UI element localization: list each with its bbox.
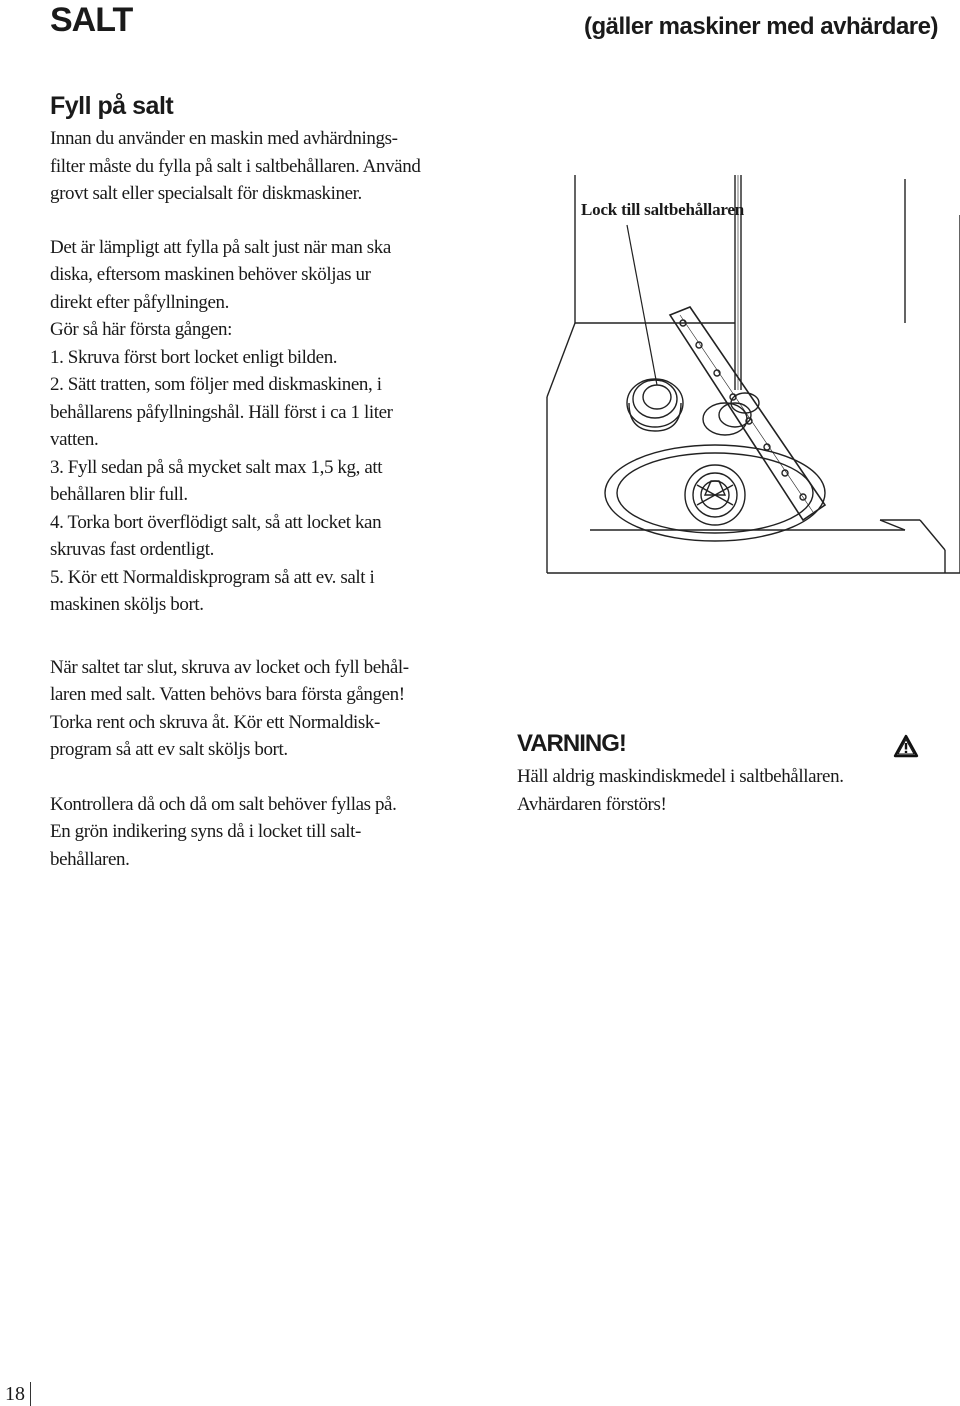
salt-container-illustration <box>545 175 960 605</box>
warning-triangle-icon <box>893 734 919 758</box>
steps-paragraph: Det är lämpligt att fylla på salt just när man ska diska, eftersom maskinen behöver sköljas ur direkt efter påfyllningen. Gör så här första gången: 1. Skruva först bort locket enligt bilden. 2. Sätt tratten, som följer med diskmaskinen, i behållarens påfyllningshål. Häll först i ca 1 liter vatten. 3. Fyll sedan på så mycket salt max 1,5 kg, att behållaren blir full. 4. Torka bort överflödigt salt, så att locket kan skruvas fast ordentligt. 5. Kör ett Normaldiskprogram så att ev. salt i maskinen sköljs bort. <box>50 236 393 615</box>
intro-paragraph: Innan du använder en maskin med avhärdnings- filter måste du fylla på salt i saltbehållaren. Använd grovt salt eller specialsalt för diskmaskiner. <box>50 128 421 204</box>
check-paragraph: Kontrollera då och då om salt behöver fyllas på. En grön indikering syns då i locket till salt- behållaren. <box>50 793 397 870</box>
page-subtitle: (gäller maskiner med avhärdare) <box>583 13 938 40</box>
warning-heading: VARNING! <box>517 730 626 757</box>
page-number: 18 <box>0 1382 31 1406</box>
refill-paragraph: När saltet tar slut, skruva av locket och fyll behål- laren med salt. Vatten behövs bara första gången! Torka rent och skruva åt. Kör ett Normaldisk- program så att ev salt sköljs bort. <box>50 656 409 760</box>
instructions-column <box>50 125 520 873</box>
figure-label: Lock till saltbehållaren <box>581 200 745 219</box>
section-heading: Fyll på salt <box>50 92 174 120</box>
page-title: SALT <box>50 1 133 39</box>
warning-text: Häll aldrig maskindiskmedel i saltbehållaren. Avhärdaren förstörs! <box>517 766 844 815</box>
